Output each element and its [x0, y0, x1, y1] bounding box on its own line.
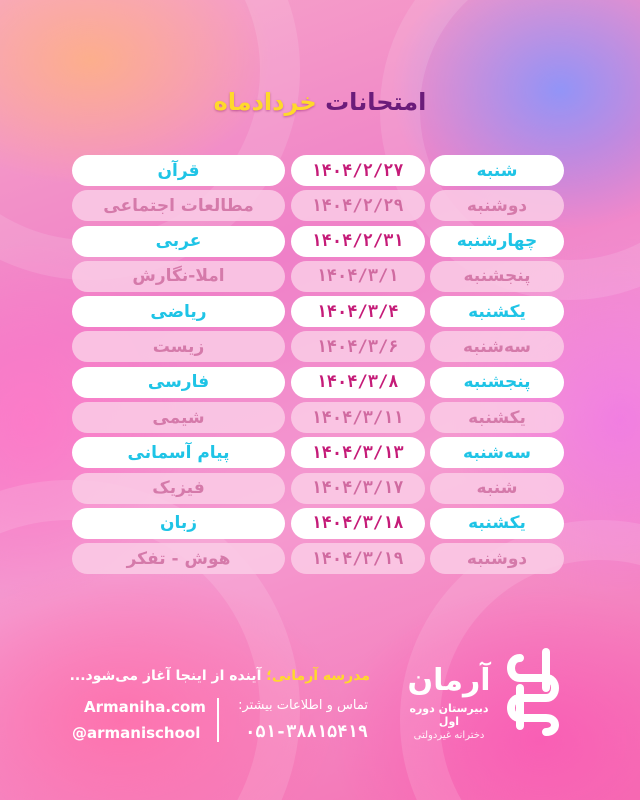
- exam-day: سه‌شنبه: [430, 437, 564, 468]
- school-logo-text: [404, 662, 494, 741]
- school-logo-icon: [500, 648, 566, 736]
- exam-subject: هوش - تفکر: [72, 543, 285, 574]
- exam-date: ۱۴۰۴/۳/۱۳: [291, 437, 425, 468]
- exam-row: [72, 402, 564, 433]
- exam-row: [72, 543, 564, 574]
- footer-divider: [217, 698, 219, 742]
- slogan-highlight: مدرسه آرمانی؛: [266, 668, 370, 684]
- exam-row: [72, 331, 564, 362]
- title-part-exams: امتحانات: [325, 88, 427, 116]
- exam-date: ۱۴۰۴/۳/۶: [291, 331, 425, 362]
- exam-row: [72, 367, 564, 398]
- exam-subject: فارسی: [72, 367, 285, 398]
- exam-date: ۱۴۰۴/۲/۳۱: [291, 226, 425, 257]
- exam-day: یکشنبه: [430, 402, 564, 433]
- exam-subject: زبان: [72, 508, 285, 539]
- exam-day: شنبه: [430, 155, 564, 186]
- exam-date: ۱۴۰۴/۳/۱۸: [291, 508, 425, 539]
- exam-row: [72, 473, 564, 504]
- exam-day: پنجشنبه: [430, 367, 564, 398]
- exam-subject: ریاضی: [72, 296, 285, 327]
- exam-subject: زیست: [72, 331, 285, 362]
- exam-subject: شیمی: [72, 402, 285, 433]
- logo-name: آرمان: [407, 663, 491, 698]
- exam-date: ۱۴۰۴/۳/۸: [291, 367, 425, 398]
- exam-date: ۱۴۰۴/۳/۴: [291, 296, 425, 327]
- slogan-text: آینده از اینجا آغاز می‌شود...: [69, 668, 267, 684]
- exam-date: ۱۴۰۴/۳/۱: [291, 261, 425, 292]
- logo-subtitle-1: دبیرستان دوره اول: [409, 702, 489, 728]
- exam-day: یکشنبه: [430, 508, 564, 539]
- logo-subtitle-2: دخترانه غیردولتی: [413, 730, 485, 741]
- title-part-month: خردادماه: [213, 88, 317, 116]
- exam-day: شنبه: [430, 473, 564, 504]
- exam-date: ۱۴۰۴/۲/۲۹: [291, 190, 425, 221]
- website-link[interactable]: Armaniha.com: [84, 698, 206, 716]
- exam-subject: قرآن: [72, 155, 285, 186]
- exam-date: ۱۴۰۴/۳/۱۷: [291, 473, 425, 504]
- exam-day: چهارشنبه: [430, 226, 564, 257]
- exam-day: پنجشنبه: [430, 261, 564, 292]
- exam-date: ۱۴۰۴/۲/۲۷: [291, 155, 425, 186]
- instagram-handle[interactable]: @armanischool: [72, 724, 201, 742]
- exam-day: یکشنبه: [430, 296, 564, 327]
- exam-subject: مطالعات اجتماعی: [72, 190, 285, 221]
- exam-day: دوشنبه: [430, 190, 564, 221]
- exam-subject: فیزیک: [72, 473, 285, 504]
- exam-subject: املا-نگارش: [72, 261, 285, 292]
- exam-day: سه‌شنبه: [430, 331, 564, 362]
- exam-date: ۱۴۰۴/۳/۱۹: [291, 543, 425, 574]
- exam-row: [72, 296, 564, 327]
- phone-number[interactable]: ۰۵۱-۳۸۸۱۵۴۱۹: [245, 722, 368, 742]
- exam-row: [72, 437, 564, 468]
- exam-row: [72, 155, 564, 186]
- page-title: [0, 88, 640, 116]
- slogan: [70, 668, 370, 684]
- exam-row: [72, 190, 564, 221]
- exam-day: دوشنبه: [430, 543, 564, 574]
- exam-schedule-table: [72, 155, 564, 579]
- exam-subject: عربی: [72, 226, 285, 257]
- exam-row: [72, 261, 564, 292]
- exam-date: ۱۴۰۴/۳/۱۱: [291, 402, 425, 433]
- exam-row: [72, 508, 564, 539]
- exam-row: [72, 226, 564, 257]
- exam-subject: پیام آسمانی: [72, 437, 285, 468]
- contact-label: تماس و اطلاعات بیشتر:: [238, 698, 368, 713]
